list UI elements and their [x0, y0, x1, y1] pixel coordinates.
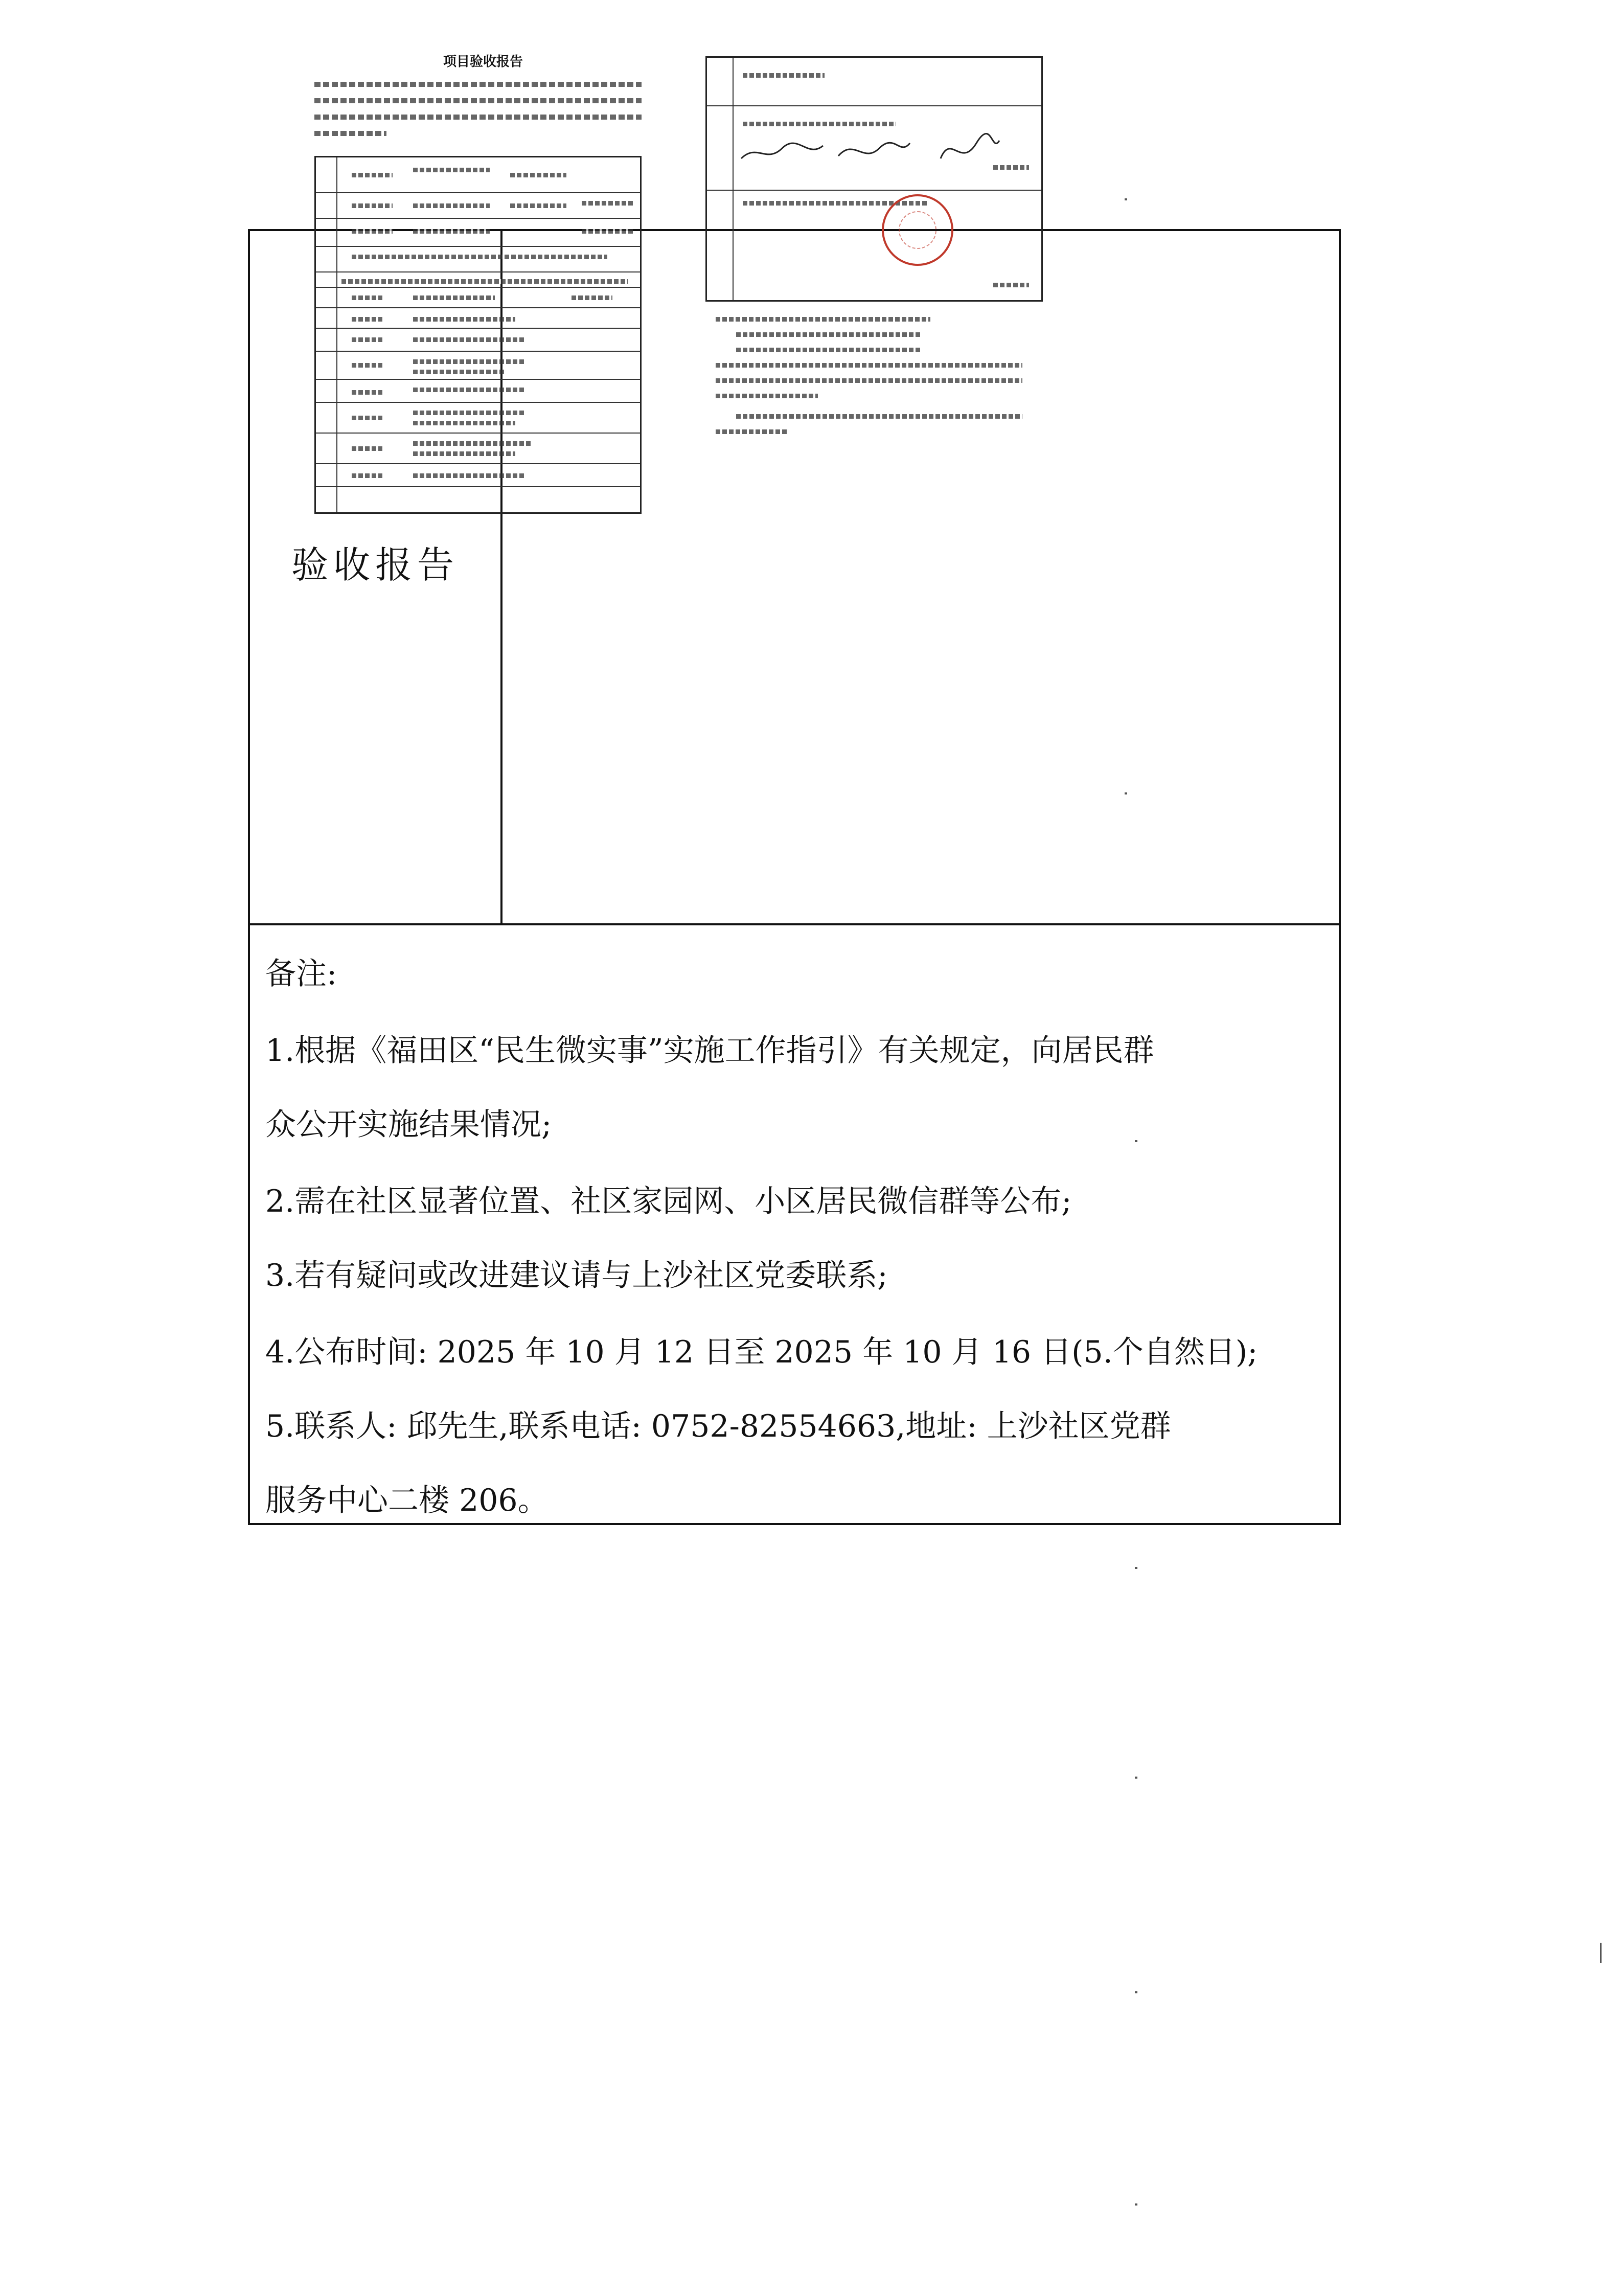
embedded-approval-table [705, 56, 1043, 302]
scan-speck [1125, 792, 1127, 794]
embedded-approval-page [705, 56, 1063, 506]
scan-speck [1600, 1943, 1602, 1963]
scan-speck [1135, 1567, 1137, 1569]
notes-heading: 备注: [265, 956, 337, 992]
note-line-4: 3.若有疑问或改进建议请与上沙社区党委联系; [265, 1258, 888, 1293]
note-line-2: 众公开实施结果情况; [265, 1107, 552, 1143]
note-line-5: 4.公布时间: 2025 年 10 月 12 日至 2025 年 10 月 16 日(5.个自然日); [265, 1334, 1258, 1370]
red-seal [882, 194, 953, 266]
scan-speck [1135, 2203, 1137, 2206]
note-line-6: 5.联系人: 邱先生,联系电话: 0752-82554663,地址: 上沙社区党群 [265, 1408, 1171, 1444]
scan-speck [1135, 1991, 1137, 1993]
embedded-report-title: 项目验收报告 [443, 54, 523, 70]
signature-group [736, 128, 1002, 174]
embedded-report-paragraph [314, 82, 642, 147]
scan-speck [1125, 198, 1127, 200]
embedded-report-page [294, 51, 672, 542]
note-line-7: 服务中心二楼 206。 [265, 1483, 549, 1518]
embedded-report-table [314, 156, 642, 514]
scan-speck [1135, 1777, 1137, 1779]
note-line-1: 1.根据《福田区“民生微实事”实施工作指引》有关规定，向居民群 [265, 1033, 1154, 1069]
note-line-3: 2.需在社区显著位置、社区家园网、小区居民微信群等公布; [265, 1184, 1072, 1219]
scan-speck [1135, 1140, 1137, 1142]
notes-section [250, 925, 1339, 1523]
acceptance-report-label: 验收报告 [291, 543, 459, 586]
